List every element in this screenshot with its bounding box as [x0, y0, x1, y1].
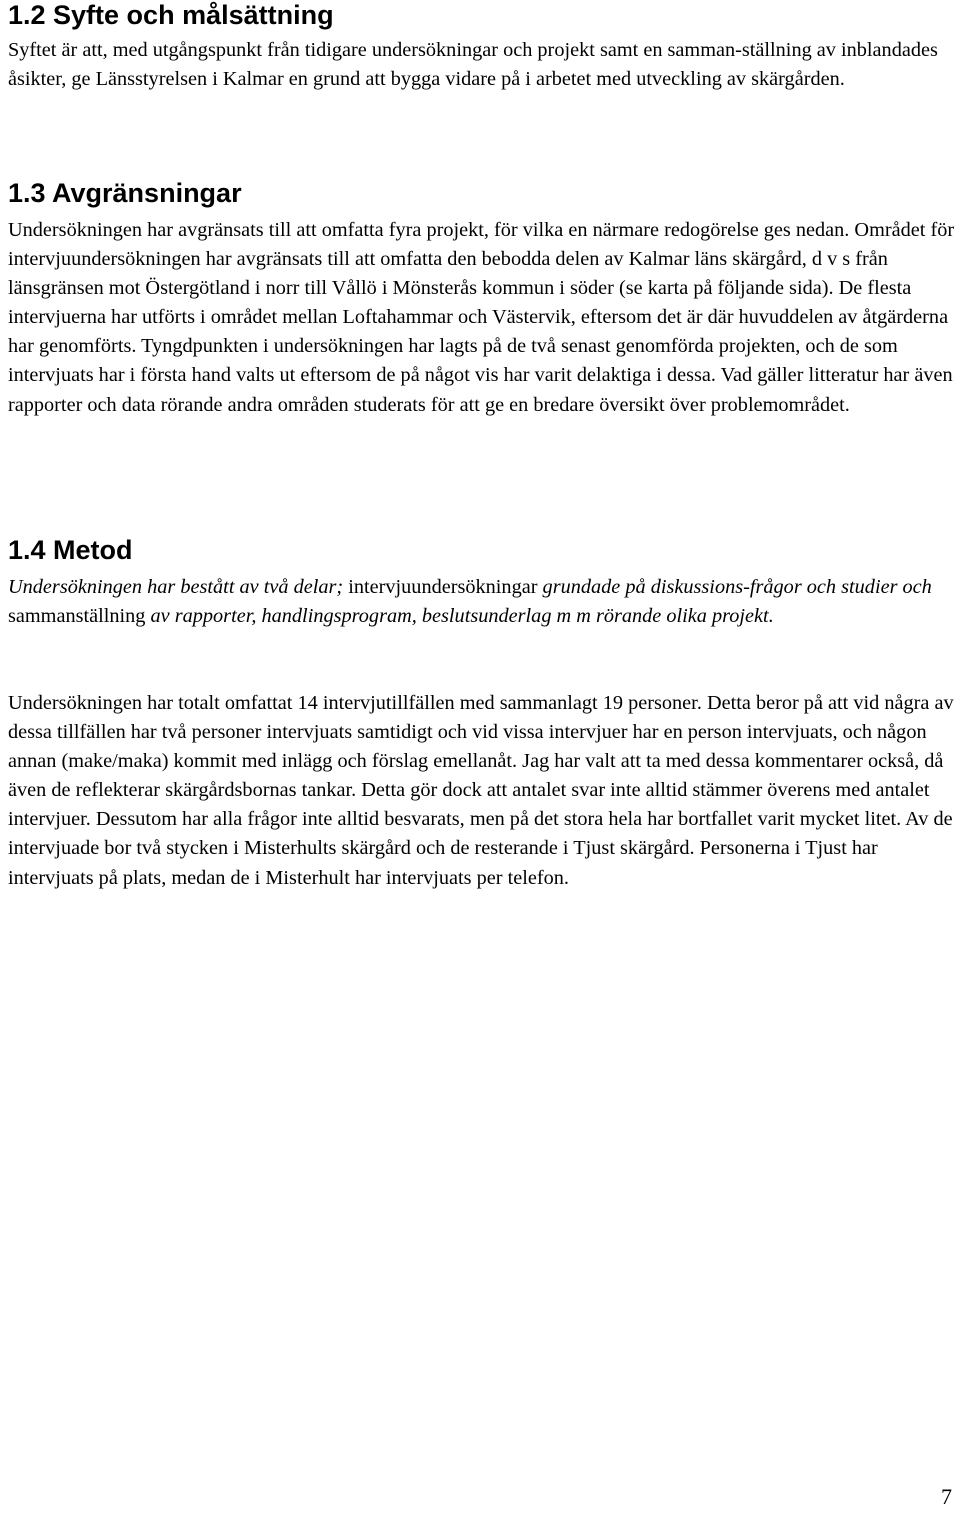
section-heading-metod: 1.4 Metod	[8, 535, 133, 565]
section-heading-syfte: 1.2 Syfte och målsättning	[8, 0, 334, 30]
italic-text: Undersökningen har bestått av två delar;	[8, 576, 344, 598]
paragraph-syfte: Syftet är att, med utgångspunkt från tidigare undersökningar och projekt samt en samman-ställning av inblandades åsikter, ge Länsstyrelsen i Kalmar en grund att bygga vidare på i arbetet med utveckling av skärgården.	[8, 39, 938, 91]
italic-text: grundade på diskussions-frågor och studier och	[542, 576, 932, 598]
paragraph-metod-details: Undersökningen har totalt omfattat 14 intervjutillfällen med sammanlagt 19 personer. Detta beror på att vid några av dessa tillfällen har två personer intervjuats samtidigt och vid vissa intervjuer har en person intervjuats, och någon annan (make/maka) kommit med inlägg och förslag emellanåt. Jag har valt att ta med dessa kommentarer också, då även de reflekterar skärgårdsbornas tankar. Detta gör dock att antalet svar inte alltid stämmer överens med antalet intervjuer. Dessutom har alla frågor inte alltid besvarats, men på det stora hela har bortfallet varit mycket litet. Av de intervjuade bor två stycken i Misterhults skärgård och de resterande i Tjust skärgård. Personerna i Tjust har intervjuats på plats, medan de i Misterhult har intervjuats per telefon.	[8, 692, 954, 889]
italic-text: av rapporter, handlingsprogram, beslutsunderlag m m rörande olika projekt.	[150, 605, 774, 628]
paragraph-avgransningar: Undersökningen har avgränsats till att omfatta fyra projekt, för vilka en närmare redogörelse ges nedan. Området för intervjuundersökningen har avgränsats till att omfatta den bebodda delen av Kalmar läns skärgård, d v s från länsgränsen mot Östergötland i norr till Vållö i Mönsterås kommun i söder (se karta på följande sida). De flesta intervjuerna har utförts i området mellan Loftahammar och Västervik, eftersom det är där huvuddelen av åtgärderna har genomförts. Tyngdpunkten i undersökningen har lagts på de två senast genomförda projekten, och de som intervjuats har i första hand valts ut eftersom de på något vis har varit delaktiga i dessa. Vad gäller litteratur har även rapporter och data rörande andra områden studerats för att ge en bredare översikt över problemområdet.	[8, 219, 955, 416]
section-heading-avgransningar: 1.3 Avgränsningar	[8, 178, 242, 208]
regular-text: sammanställning	[8, 605, 151, 628]
page-number: 7	[941, 1484, 952, 1509]
paragraph-metod-intro	[8, 573, 958, 631]
regular-text: intervjuundersökningar	[343, 576, 543, 598]
